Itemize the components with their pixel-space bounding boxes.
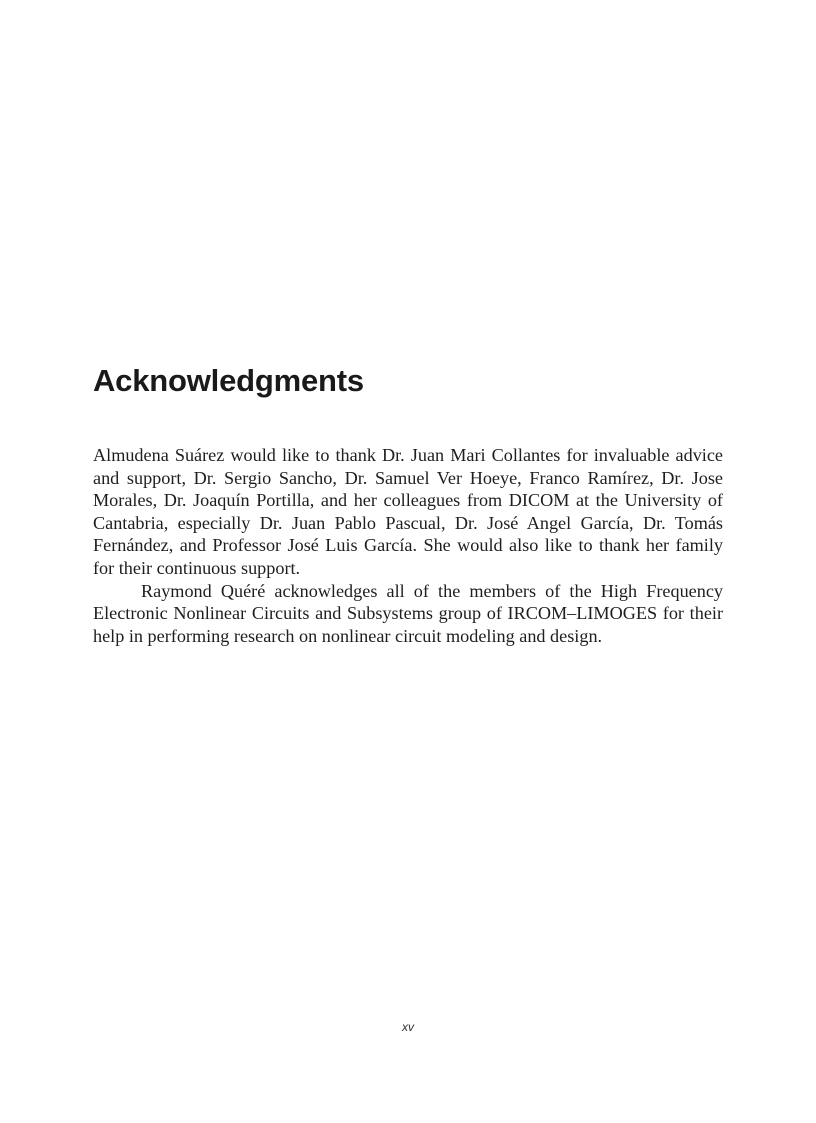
page-number: xv <box>402 1020 414 1034</box>
paragraph-suarez: Almudena Suárez would like to thank Dr. Juan Mari Collantes for invaluable advice and support, Dr. Sergio Sancho, Dr. Samuel Ver Hoeye, Franco Ramírez, Dr. Jose Morales, Dr. Joaquín Portilla, and her colleagues from DICOM at the University of Cantabria, especially Dr. Juan Pablo Pascual, Dr. José Angel García, Dr. Tomás Fernández, and Professor José Luis García. She would also like to thank her family for their continuous support. <box>93 445 723 578</box>
page-title: Acknowledgments <box>93 363 364 398</box>
paragraph-quere: Raymond Quéré acknowledges all of the members of the High Frequency Electronic Nonlinear Circuits and Subsystems group of IRCOM–LIMOGES for their help in performing research on nonlinear circuit modeling and design. <box>93 580 723 646</box>
acknowledgments-body <box>93 444 723 647</box>
